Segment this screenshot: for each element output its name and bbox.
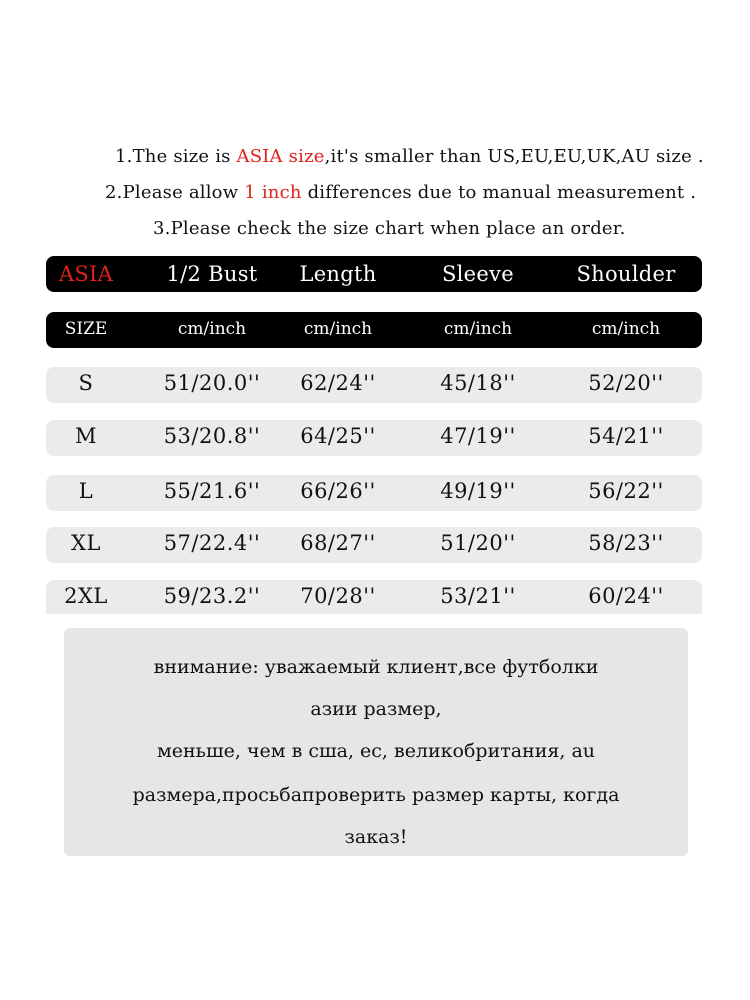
row-size: XL — [71, 531, 101, 555]
note-2-text-b: differences due to manual measurement . — [301, 182, 697, 203]
row-size: L — [78, 479, 94, 503]
size-table-header — [46, 256, 702, 292]
size-table-units — [46, 312, 702, 348]
table-row — [46, 580, 702, 614]
row-bust: 55/21.6'' — [163, 479, 261, 503]
row-shoulder: 54/21'' — [588, 424, 664, 448]
note-2-highlight: 1 inch — [244, 182, 302, 203]
row-sleeve: 49/19'' — [440, 479, 516, 503]
row-sleeve: 53/21'' — [440, 584, 516, 608]
row-shoulder: 52/20'' — [588, 371, 664, 395]
row-bust: 51/20.0'' — [163, 371, 261, 395]
header-shoulder: Shoulder — [576, 262, 676, 286]
row-length: 68/27'' — [300, 531, 376, 555]
header-bust: 1/2 Bust — [166, 262, 258, 286]
header-asia: ASIA — [58, 262, 114, 286]
note-1-text-a: 1.The size is — [115, 146, 237, 167]
note-2-text-a: 2.Please allow — [105, 182, 245, 203]
table-row — [46, 475, 702, 511]
table-row — [46, 527, 702, 563]
row-shoulder: 56/22'' — [588, 479, 664, 503]
units-shoulder: cm/inch — [591, 319, 661, 339]
note-1-text-b: ,it's smaller than US,EU,EU,UK,AU size . — [324, 146, 704, 167]
row-sleeve: 47/19'' — [440, 424, 516, 448]
russian-notice-line: азии размер, — [310, 698, 442, 720]
row-length: 66/26'' — [300, 479, 376, 503]
row-size: 2XL — [64, 584, 108, 608]
note-inch-difference — [105, 182, 696, 203]
row-bust: 53/20.8'' — [163, 424, 261, 448]
row-size: M — [74, 424, 98, 448]
russian-notice-box — [64, 628, 688, 856]
note-asia-size — [115, 146, 704, 167]
row-bust: 59/23.2'' — [163, 584, 261, 608]
russian-notice-line: заказ! — [344, 826, 408, 848]
row-shoulder: 58/23'' — [588, 531, 664, 555]
row-sleeve: 45/18'' — [440, 371, 516, 395]
russian-notice-line: меньше, чем в сша, ес, великобритания, au — [156, 740, 596, 762]
header-sleeve: Sleeve — [441, 262, 515, 286]
row-bust: 57/22.4'' — [163, 531, 261, 555]
header-length: Length — [299, 262, 377, 286]
row-length: 70/28'' — [300, 584, 376, 608]
row-length: 64/25'' — [300, 424, 376, 448]
row-length: 62/24'' — [300, 371, 376, 395]
table-row — [46, 367, 702, 403]
note-check-chart: 3.Please check the size chart when place an order. — [153, 218, 626, 239]
row-size: S — [78, 371, 94, 395]
table-row — [46, 420, 702, 456]
units-bust: cm/inch — [177, 319, 247, 339]
units-length: cm/inch — [303, 319, 373, 339]
note-1-highlight: ASIA size — [236, 146, 325, 167]
russian-notice-line: размера,просьбапроверить размер карты, когда — [132, 784, 620, 806]
row-shoulder: 60/24'' — [588, 584, 664, 608]
row-sleeve: 51/20'' — [440, 531, 516, 555]
russian-notice-line: внимание: уважаемый клиент,все футболки — [153, 656, 599, 678]
units-sleeve: cm/inch — [443, 319, 513, 339]
units-size: SIZE — [64, 319, 108, 339]
